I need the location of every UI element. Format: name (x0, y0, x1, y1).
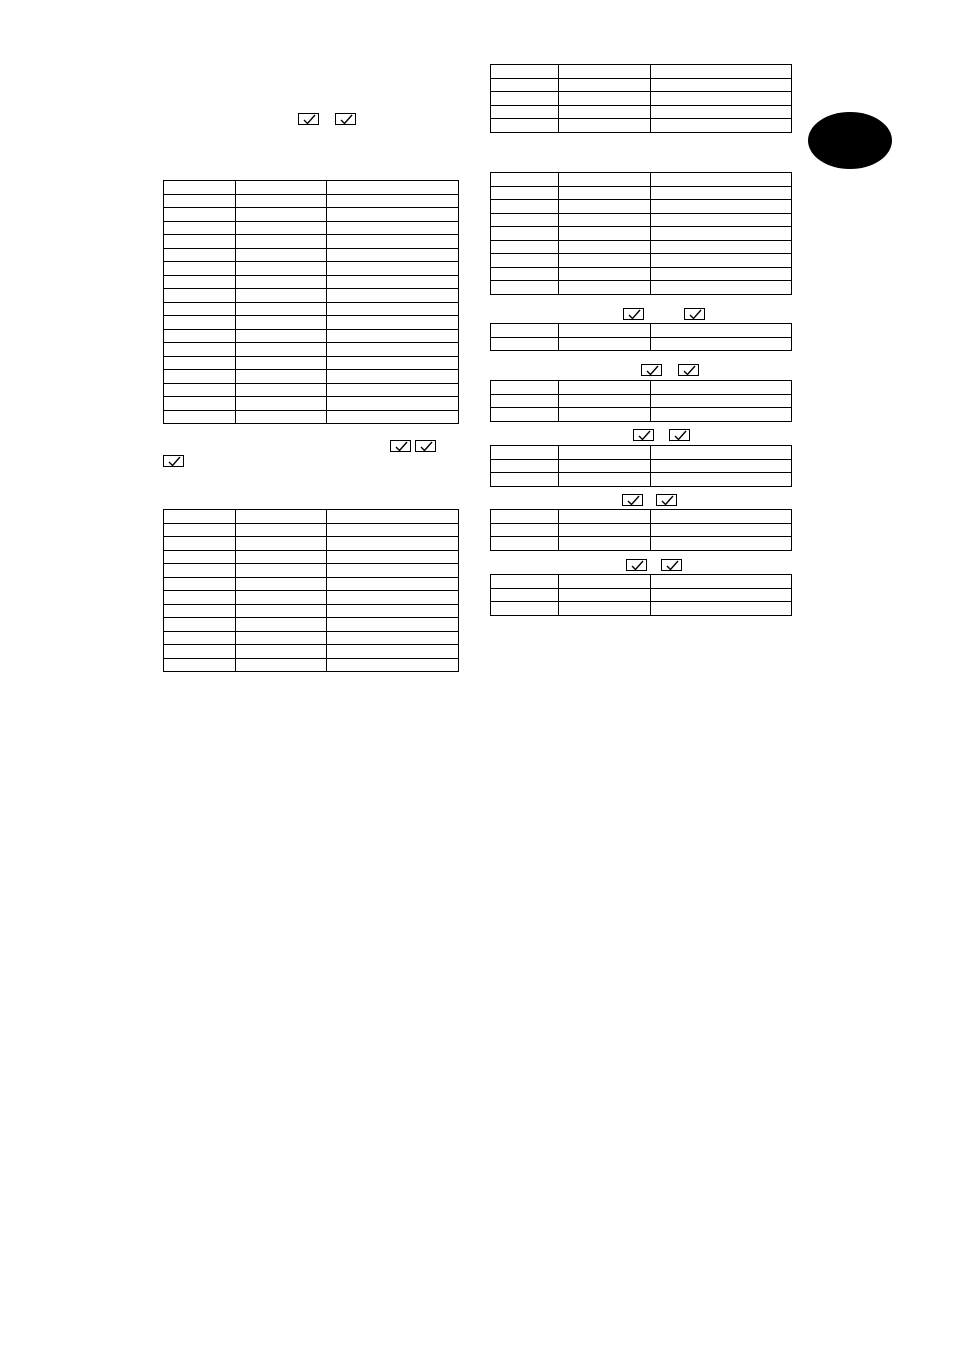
table-row (491, 602, 792, 616)
table-cell (327, 523, 459, 537)
table-cell (235, 510, 327, 524)
table-row (164, 343, 459, 357)
table-row (491, 281, 792, 295)
table-row (164, 275, 459, 289)
table-cell (327, 564, 459, 578)
table-row (164, 658, 459, 672)
table-cell (650, 381, 791, 395)
table-row (164, 370, 459, 384)
table-row (491, 523, 792, 537)
table-cell (558, 92, 650, 106)
data-table (490, 574, 792, 616)
table-row (491, 173, 792, 187)
table-cell (327, 194, 459, 208)
table-cell (235, 289, 327, 303)
table-cell (650, 473, 791, 487)
table-cell (164, 221, 236, 235)
table-row (491, 473, 792, 487)
table-cell (491, 408, 559, 422)
table-row (491, 105, 792, 119)
table-cell (650, 459, 791, 473)
table-row (491, 381, 792, 395)
check-box-icon (661, 559, 682, 571)
table-cell (558, 575, 650, 589)
table-cell (558, 240, 650, 254)
table-cell (327, 604, 459, 618)
table-cell (650, 537, 791, 551)
table-row (164, 221, 459, 235)
table-row (164, 577, 459, 591)
data-table (163, 180, 459, 424)
table-cell (164, 604, 236, 618)
table-cell (558, 381, 650, 395)
table-row (491, 459, 792, 473)
table-row (164, 604, 459, 618)
table-cell (650, 186, 791, 200)
table-cell (235, 564, 327, 578)
table-cell (164, 523, 236, 537)
table-row (491, 446, 792, 460)
table-cell (235, 248, 327, 262)
table-cell (235, 302, 327, 316)
table-row (491, 213, 792, 227)
table-row (491, 227, 792, 241)
table-cell (327, 618, 459, 632)
table-cell (235, 537, 327, 551)
table-cell (235, 316, 327, 330)
table-row (491, 537, 792, 551)
table-cell (164, 329, 236, 343)
table-cell (235, 550, 327, 564)
table-cell (235, 262, 327, 276)
table-cell (558, 510, 650, 524)
check-box-icon (633, 429, 654, 441)
table-cell (650, 65, 791, 79)
table-cell (327, 208, 459, 222)
table-cell (558, 537, 650, 551)
side-tab-marker (808, 112, 892, 169)
table-cell (558, 78, 650, 92)
table-cell (235, 397, 327, 411)
table-row (164, 302, 459, 316)
table-cell (558, 281, 650, 295)
table-cell (650, 105, 791, 119)
table-cell (235, 208, 327, 222)
table-cell (650, 240, 791, 254)
table-cell (164, 564, 236, 578)
table-row (164, 397, 459, 411)
table-cell (558, 459, 650, 473)
table-cell (327, 537, 459, 551)
table-row (491, 337, 792, 351)
table-cell (235, 604, 327, 618)
table-cell (235, 275, 327, 289)
table-cell (235, 370, 327, 384)
table-cell (491, 394, 559, 408)
table-cell (558, 200, 650, 214)
table-cell (235, 631, 327, 645)
table-row (164, 645, 459, 659)
table-cell (491, 473, 559, 487)
table-cell (235, 356, 327, 370)
table-cell (491, 267, 559, 281)
table-cell (327, 302, 459, 316)
table-cell (235, 221, 327, 235)
table-cell (650, 588, 791, 602)
table-cell (558, 408, 650, 422)
table-cell (164, 248, 236, 262)
table-cell (650, 213, 791, 227)
check-box-icon (390, 440, 411, 452)
table-row (491, 92, 792, 106)
data-table (490, 509, 792, 551)
table-cell (558, 446, 650, 460)
table-row (164, 356, 459, 370)
table-row (164, 510, 459, 524)
table-cell (164, 181, 236, 195)
table-cell (650, 200, 791, 214)
table-row (164, 208, 459, 222)
table-row (491, 254, 792, 268)
table-cell (491, 78, 559, 92)
table-cell (327, 510, 459, 524)
table-cell (650, 602, 791, 616)
table-cell (491, 92, 559, 106)
table-cell (327, 370, 459, 384)
table-cell (650, 267, 791, 281)
table-cell (164, 356, 236, 370)
table-cell (327, 410, 459, 424)
check-box-icon (656, 494, 677, 506)
table-row (491, 186, 792, 200)
table-row (164, 631, 459, 645)
data-table (490, 445, 792, 487)
table-cell (164, 537, 236, 551)
data-table (490, 64, 792, 133)
table-cell (650, 254, 791, 268)
data-table (490, 172, 792, 295)
table-row (164, 523, 459, 537)
table-row (491, 588, 792, 602)
table-cell (164, 316, 236, 330)
table-cell (164, 397, 236, 411)
table-row (164, 564, 459, 578)
table-cell (164, 510, 236, 524)
table-cell (164, 577, 236, 591)
table-cell (327, 221, 459, 235)
table-cell (650, 281, 791, 295)
table-cell (327, 275, 459, 289)
table-cell (491, 281, 559, 295)
table-cell (491, 119, 559, 133)
table-cell (164, 275, 236, 289)
table-cell (327, 550, 459, 564)
data-table (163, 509, 459, 672)
check-box-icon (622, 494, 643, 506)
check-box-icon (626, 559, 647, 571)
table-cell (235, 618, 327, 632)
table-cell (650, 575, 791, 589)
table-row (164, 235, 459, 249)
table-cell (164, 645, 236, 659)
table-row (491, 324, 792, 338)
table-cell (327, 316, 459, 330)
table-cell (650, 446, 791, 460)
table-row (491, 575, 792, 589)
table-cell (491, 523, 559, 537)
table-cell (327, 248, 459, 262)
table-cell (491, 186, 559, 200)
table-cell (558, 119, 650, 133)
table-row (164, 591, 459, 605)
table-cell (491, 459, 559, 473)
table-cell (327, 356, 459, 370)
table-cell (327, 631, 459, 645)
table-cell (164, 208, 236, 222)
table-cell (327, 591, 459, 605)
table-row (164, 316, 459, 330)
table-cell (650, 408, 791, 422)
data-table (490, 380, 792, 422)
table-cell (235, 577, 327, 591)
table-cell (558, 186, 650, 200)
check-box-icon (298, 113, 319, 125)
table-cell (235, 383, 327, 397)
table-cell (491, 65, 559, 79)
check-box-icon (684, 308, 705, 320)
table-cell (650, 324, 791, 338)
table-cell (164, 194, 236, 208)
table-row (164, 537, 459, 551)
table-row (164, 410, 459, 424)
table-cell (164, 289, 236, 303)
table-row (164, 262, 459, 276)
table-cell (235, 181, 327, 195)
table-cell (558, 523, 650, 537)
table-cell (558, 173, 650, 187)
table-cell (650, 173, 791, 187)
table-row (491, 119, 792, 133)
table-cell (491, 213, 559, 227)
table-row (164, 248, 459, 262)
table-cell (558, 588, 650, 602)
table-cell (327, 658, 459, 672)
table-row (164, 383, 459, 397)
table-cell (558, 602, 650, 616)
check-box-icon (335, 113, 356, 125)
table-cell (235, 235, 327, 249)
table-cell (235, 343, 327, 357)
data-table (490, 323, 792, 351)
check-box-icon (163, 455, 184, 467)
table-cell (650, 337, 791, 351)
table-cell (327, 343, 459, 357)
table-cell (491, 588, 559, 602)
table-cell (650, 510, 791, 524)
table-row (491, 267, 792, 281)
table-row (491, 408, 792, 422)
table-cell (164, 302, 236, 316)
table-cell (235, 410, 327, 424)
table-cell (491, 173, 559, 187)
table-cell (164, 618, 236, 632)
table-cell (327, 329, 459, 343)
table-row (164, 329, 459, 343)
table-cell (650, 394, 791, 408)
table-cell (491, 240, 559, 254)
table-row (491, 394, 792, 408)
table-cell (650, 78, 791, 92)
check-box-icon (623, 308, 644, 320)
table-cell (327, 383, 459, 397)
table-cell (491, 575, 559, 589)
table-cell (491, 510, 559, 524)
table-row (164, 181, 459, 195)
table-cell (491, 227, 559, 241)
table-cell (327, 645, 459, 659)
table-cell (558, 267, 650, 281)
table-cell (650, 523, 791, 537)
table-cell (164, 631, 236, 645)
table-cell (327, 181, 459, 195)
table-cell (558, 473, 650, 487)
table-cell (327, 397, 459, 411)
table-row (164, 289, 459, 303)
table-cell (235, 194, 327, 208)
table-cell (491, 200, 559, 214)
table-row (491, 240, 792, 254)
table-cell (164, 410, 236, 424)
table-row (491, 200, 792, 214)
table-cell (327, 262, 459, 276)
table-cell (558, 213, 650, 227)
table-cell (558, 65, 650, 79)
table-cell (164, 658, 236, 672)
table-row (164, 194, 459, 208)
table-cell (491, 602, 559, 616)
table-cell (491, 254, 559, 268)
table-cell (164, 343, 236, 357)
table-cell (650, 227, 791, 241)
table-row (491, 78, 792, 92)
table-cell (558, 227, 650, 241)
table-cell (491, 105, 559, 119)
table-cell (558, 324, 650, 338)
table-row (491, 65, 792, 79)
table-cell (164, 591, 236, 605)
table-cell (491, 446, 559, 460)
table-cell (235, 523, 327, 537)
table-cell (650, 119, 791, 133)
table-cell (558, 394, 650, 408)
table-row (491, 510, 792, 524)
table-cell (235, 658, 327, 672)
table-cell (491, 337, 559, 351)
table-cell (327, 289, 459, 303)
check-box-icon (415, 440, 436, 452)
table-cell (164, 235, 236, 249)
table-cell (558, 105, 650, 119)
table-row (164, 618, 459, 632)
table-cell (235, 645, 327, 659)
table-cell (650, 92, 791, 106)
table-cell (491, 381, 559, 395)
table-cell (164, 383, 236, 397)
table-cell (164, 370, 236, 384)
table-cell (164, 550, 236, 564)
check-box-icon (641, 364, 662, 376)
table-cell (235, 329, 327, 343)
table-cell (327, 577, 459, 591)
table-cell (491, 537, 559, 551)
check-box-icon (669, 429, 690, 441)
table-cell (164, 262, 236, 276)
table-cell (235, 591, 327, 605)
table-row (164, 550, 459, 564)
table-cell (558, 254, 650, 268)
table-cell (491, 324, 559, 338)
table-cell (327, 235, 459, 249)
table-cell (558, 337, 650, 351)
check-box-icon (678, 364, 699, 376)
